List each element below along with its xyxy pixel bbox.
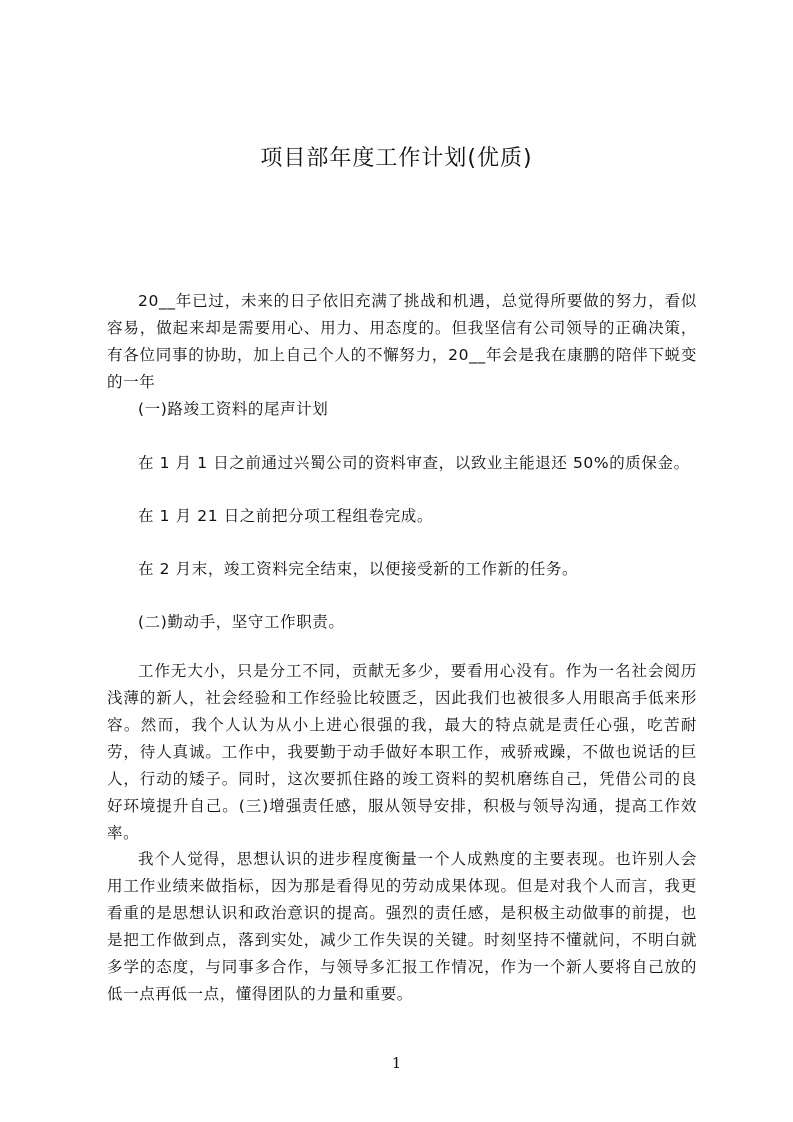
document-title: 项目部年度工作计划(优质) (260, 146, 533, 171)
intro-paragraph: 20__年已过，未来的日子依旧充满了挑战和机遇，总觉得所要做的努力，看似容易，做起来却是需要用心、用力、用态度的。但我坚信有公司领导的正确决策，有各位同事的协助，加上自己个人的不懈努力，20__年会是我在康鹏的陪伴下蜕变的一年 (107, 292, 697, 391)
plan-item-2: 在 1 月 21 日之前把分项工程组卷完成。 (138, 507, 433, 525)
page-number: 1 (391, 1054, 402, 1072)
body-paragraph-duty: 工作无大小，只是分工不同，贡献无多少，要看用心没有。作为一名社会阅历浅薄的新人，社会经验和工作经验比较匮乏，因此我们也被很多人用眼高手低来形容。然而，我个人认为从小上进心很强的我，最大的特点就是责任心强，吃苦耐劳，待人真诚。工作中，我要勤于动手做好本职工作，戒骄戒躁，不做也说话的巨人，行动的矮子。同时，这次要抓住路的竣工资料的契机磨练自己，凭借公司的良好环境提升自己。(三)增强责任感，服从领导安排，积极与领导沟通，提高工作效率。 (107, 662, 697, 842)
plan-item-1: 在 1 月 1 日之前通过兴蜀公司的资料审查，以致业主能退还 50%的质保金。 (138, 454, 690, 472)
body-paragraph-responsibility: 我个人觉得，思想认识的进步程度衡量一个人成熟度的主要表现。也许别人会用工作业绩来做指标，因为那是看得见的劳动成果体现。但是对我个人而言，我更看重的是思想认识和政治意识的提高。强烈的责任感，是积极主动做事的前提，也是把工作做到点，落到实处，减少工作失误的关键。时刻坚持不懂就问，不明白就多学的态度，与同事多合作，与领导多汇报工作情况，作为一个新人要将自己放的低一点再低一点，懂得团队的力量和重要。 (107, 850, 697, 1003)
section-heading-2: (二)勤动手，坚守工作职责。 (138, 613, 345, 631)
plan-item-3: 在 2 月末，竣工资料完全结束，以便接受新的工作新的任务。 (138, 560, 579, 578)
section-heading-1: (一)路竣工资料的尾声计划 (138, 400, 329, 418)
